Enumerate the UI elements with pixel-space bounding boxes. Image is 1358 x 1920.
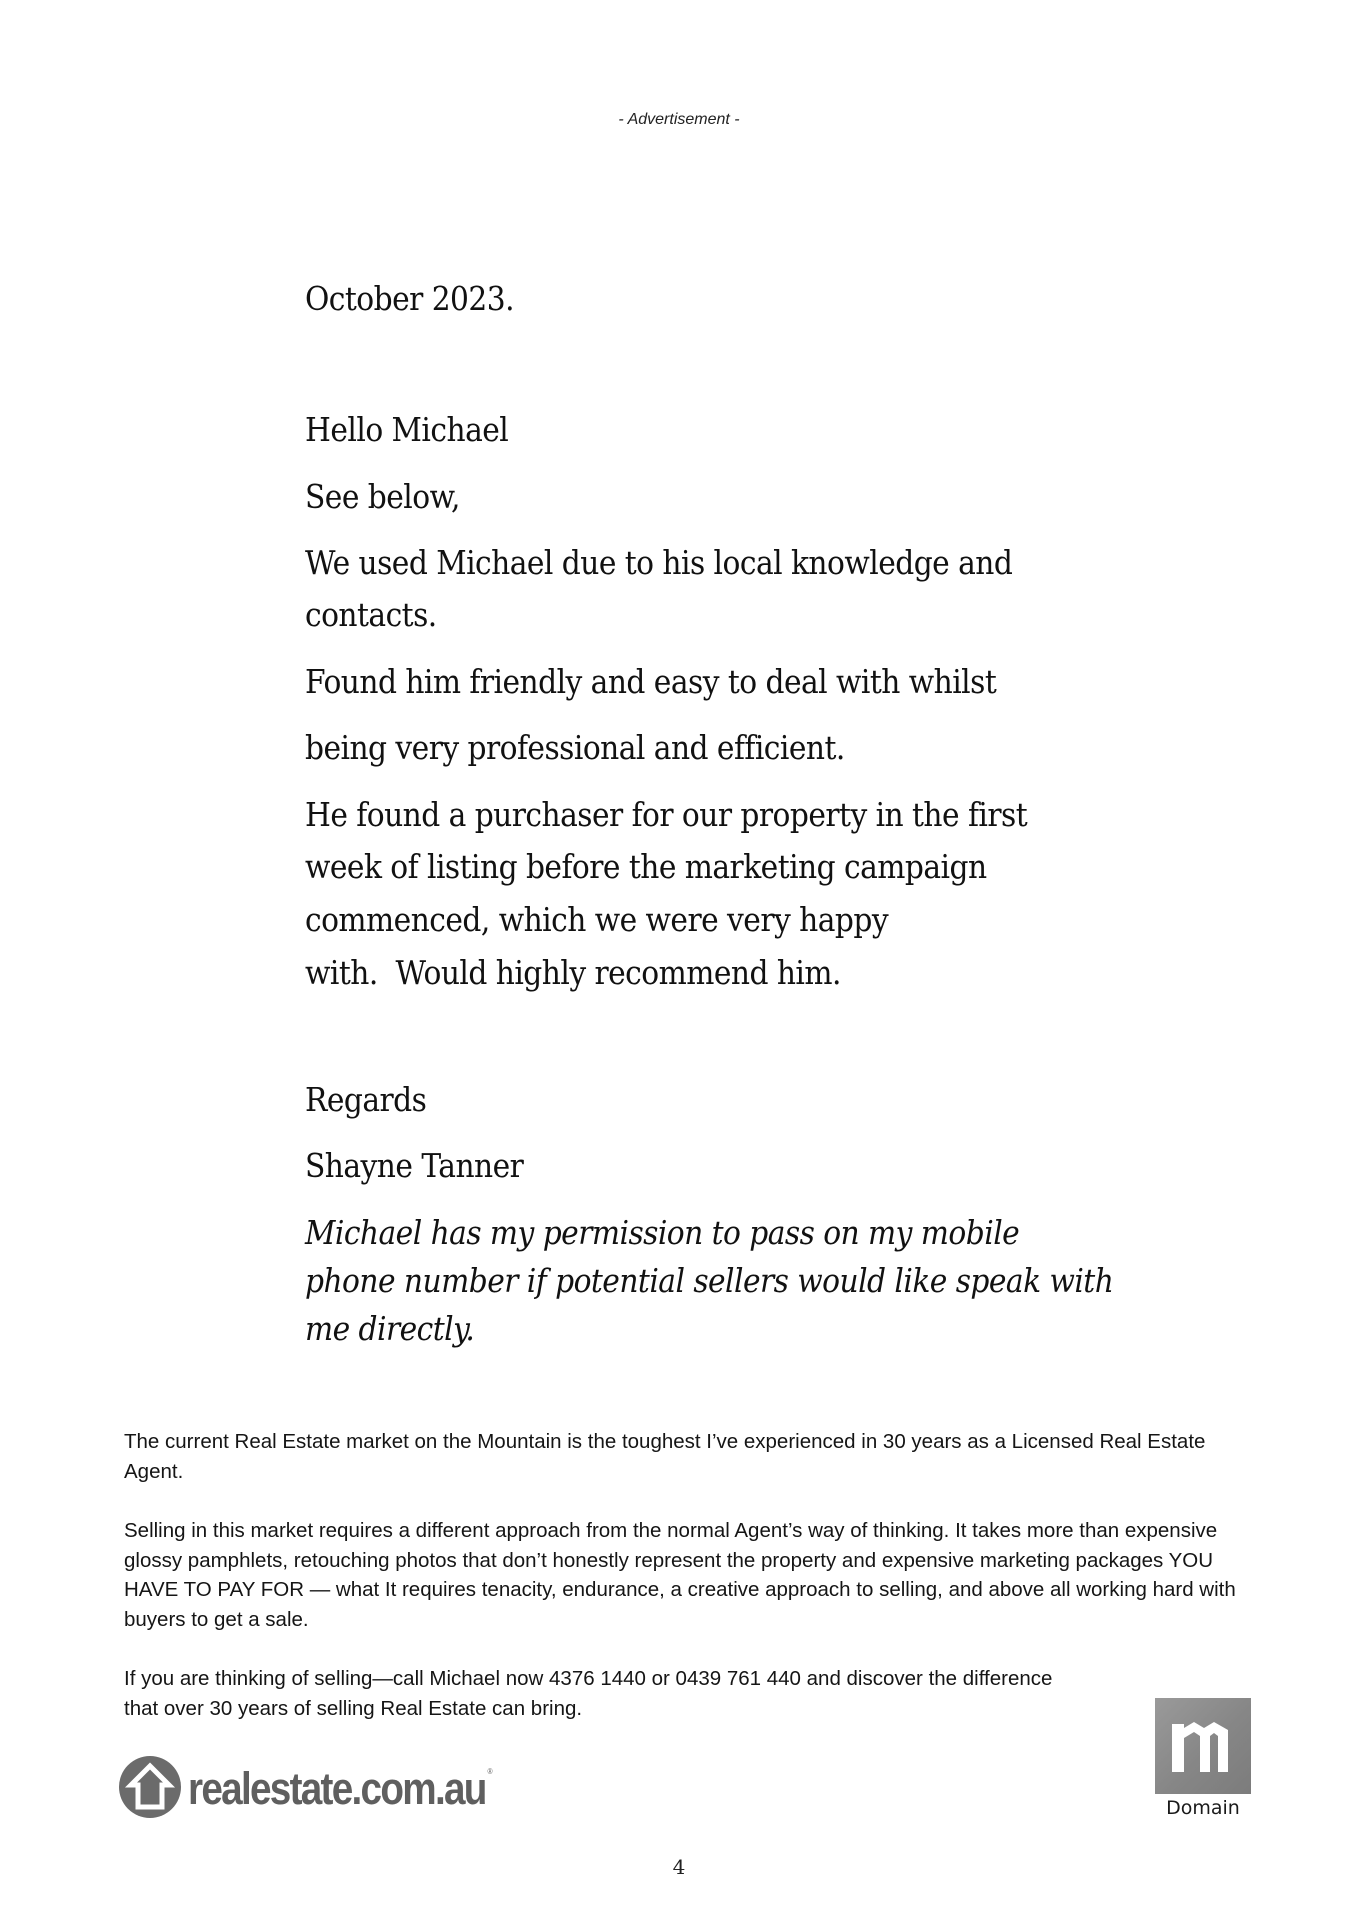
letter-line: commenced, which we were very happy xyxy=(305,900,889,939)
letter-signature: Shayne Tanner xyxy=(305,1146,524,1185)
footer-paragraph-approach xyxy=(124,1516,1254,1634)
footer-paragraph-call-to-action xyxy=(124,1664,1084,1723)
letter-line: being very professional and efficient. xyxy=(305,728,845,767)
realestate-logo xyxy=(118,1756,534,1822)
footer-paragraph-text: The current Real Estate market on the Mountain is the toughest I’ve experienced in 30 years as a Licensed Real Estate Agent. xyxy=(124,1430,1206,1483)
letter-line: week of listing before the marketing campaign xyxy=(305,847,987,886)
letter-line: We used Michael due to his local knowledge and xyxy=(305,543,1013,582)
letter-postscript-line: phone number if potential sellers would like speak with xyxy=(305,1261,1114,1300)
advertisement-label: - Advertisement - xyxy=(618,111,740,128)
letter-line: contacts. xyxy=(305,595,437,634)
letter-date: October 2023. xyxy=(305,279,515,318)
realestate-wordmark xyxy=(188,1763,493,1815)
letter-postscript-line: Michael has my permission to pass on my mobile xyxy=(305,1213,1020,1252)
house-arrow-icon xyxy=(118,1755,182,1824)
letter-postscript-line: me directly. xyxy=(305,1309,475,1348)
letter-line: See below, xyxy=(305,477,460,516)
registered-mark: ® xyxy=(487,1767,493,1776)
domain-label: Domain xyxy=(1166,1797,1240,1819)
letter-closing: Regards xyxy=(305,1080,427,1119)
domain-logo xyxy=(1155,1698,1251,1819)
letter-line: with. Would highly recommend him. xyxy=(305,953,841,992)
footer-paragraph-text: If you are thinking of selling—call Michael now 4376 1440 or 0439 761 440 and discover the difference that over 30 years of selling Real Estate can bring. xyxy=(124,1667,1053,1720)
footer-paragraph-market xyxy=(124,1427,1254,1486)
page-number: 4 xyxy=(672,1855,686,1879)
domain-m-icon xyxy=(1155,1698,1251,1794)
letter-line: Found him friendly and easy to deal with whilst xyxy=(305,662,997,701)
realestate-wordmark-text: realestate.com.au xyxy=(188,1763,486,1814)
letter-greeting: Hello Michael xyxy=(305,410,509,449)
letter-line: He found a purchaser for our property in the first xyxy=(305,795,1028,834)
footer-paragraph-text: Selling in this market requires a different approach from the normal Agent’s way of thinking. It takes more than expensive glossy pamphlets, retouching photos that don’t honestly represent the property and expensive marketing packages YOU HAVE TO PAY FOR — what It requires tenacity, endurance, a creative approach to selling, and above all working hard with buyers to get a sale. xyxy=(124,1519,1236,1631)
